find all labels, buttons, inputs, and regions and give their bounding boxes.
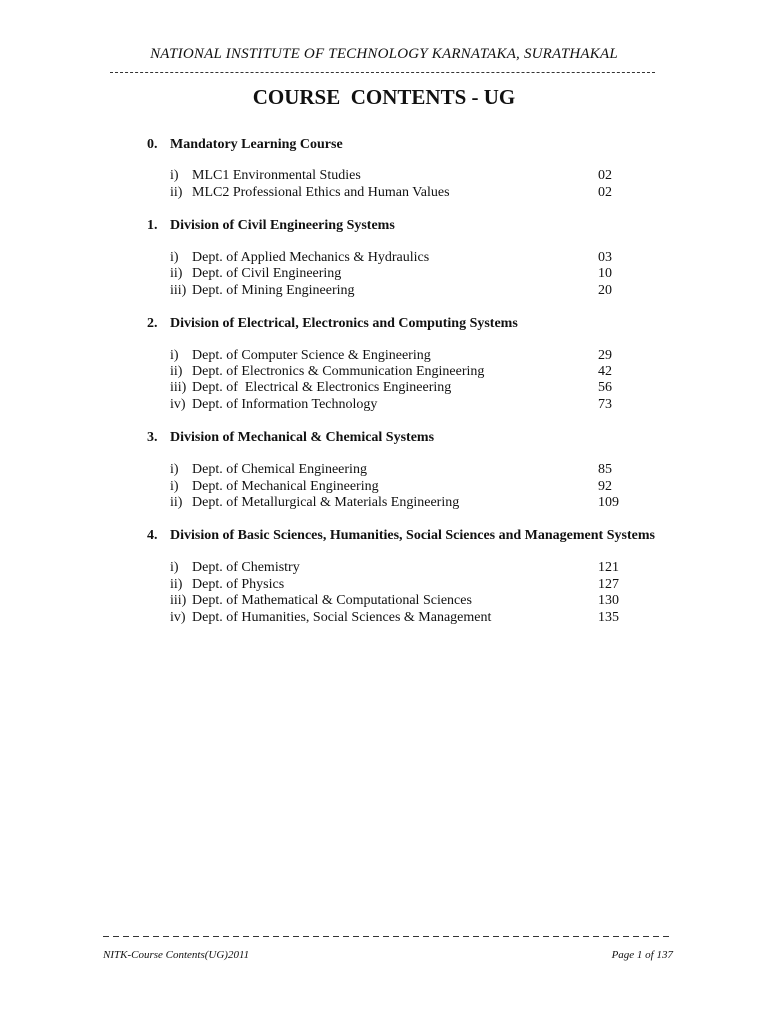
item-name: Dept. of Electrical & Electronics Engineering — [192, 380, 452, 395]
item-numeral: i) — [170, 250, 179, 265]
item-name: Dept. of Computer Science & Engineering — [192, 348, 431, 363]
section-heading-basic-sciences — [147, 528, 655, 544]
item-page-number: 92 — [598, 479, 612, 494]
footer-divider — [103, 936, 673, 937]
list-item — [170, 577, 630, 593]
item-numeral: ii) — [170, 577, 183, 592]
item-page-number: 42 — [598, 364, 612, 379]
footer-page-number: Page 1 of 137 — [611, 949, 673, 961]
item-page-number: 10 — [598, 266, 612, 281]
item-page-number: 109 — [598, 495, 619, 510]
item-page-number: 135 — [598, 610, 619, 625]
section-number: 3. — [147, 430, 158, 445]
item-page-number: 73 — [598, 397, 612, 412]
item-name: Dept. of Chemistry — [192, 560, 300, 575]
section-number: 2. — [147, 316, 158, 331]
item-numeral: iii) — [170, 283, 187, 298]
section-number: 1. — [147, 218, 158, 233]
list-item — [170, 610, 630, 626]
list-item — [170, 364, 630, 380]
item-name: MLC2 Professional Ethics and Human Values — [192, 185, 450, 200]
section-heading-electrical — [147, 316, 518, 332]
item-numeral: i) — [170, 560, 179, 575]
section-heading-civil — [147, 218, 395, 234]
footer-document-name: NITK-Course Contents(UG)2011 — [103, 949, 250, 961]
list-item — [170, 348, 630, 364]
item-name: MLC1 Environmental Studies — [192, 168, 361, 183]
item-numeral: i) — [170, 168, 179, 183]
item-name: Dept. of Electronics & Communication Engineering — [192, 364, 485, 379]
item-name: Dept. of Physics — [192, 577, 285, 592]
list-item — [170, 397, 630, 413]
list-item — [170, 380, 630, 396]
item-name: Dept. of Mining Engineering — [192, 283, 355, 298]
item-numeral: ii) — [170, 185, 183, 200]
item-page-number: 29 — [598, 348, 612, 363]
section-number: 0. — [147, 137, 158, 152]
item-numeral: iv) — [170, 397, 186, 412]
list-item — [170, 266, 630, 282]
section-number: 4. — [147, 528, 158, 543]
list-item — [170, 560, 630, 576]
item-numeral: i) — [170, 479, 179, 494]
item-page-number: 127 — [598, 577, 619, 592]
list-item — [170, 479, 630, 495]
section-title: Division of Electrical, Electronics and Computing Systems — [170, 316, 518, 331]
item-numeral: iii) — [170, 380, 187, 395]
list-item — [170, 250, 630, 266]
section-title: Division of Mechanical & Chemical Systems — [170, 430, 435, 445]
item-numeral: iii) — [170, 593, 187, 608]
item-name: Dept. of Civil Engineering — [192, 266, 342, 281]
item-page-number: 56 — [598, 380, 612, 395]
item-name: Dept. of Applied Mechanics & Hydraulics — [192, 250, 430, 265]
item-name: Dept. of Metallurgical & Materials Engineering — [192, 495, 460, 510]
item-page-number: 85 — [598, 462, 612, 477]
item-page-number: 20 — [598, 283, 612, 298]
header-divider — [110, 72, 655, 73]
page-title: COURSE CONTENTS - UG — [252, 85, 516, 109]
item-name: Dept. of Mathematical & Computational Sciences — [192, 593, 472, 608]
item-page-number: 02 — [598, 168, 612, 183]
item-numeral: ii) — [170, 364, 183, 379]
item-name: Dept. of Humanities, Social Sciences & Management — [192, 610, 492, 625]
list-item — [170, 168, 630, 184]
section-title: Mandatory Learning Course — [170, 137, 343, 152]
list-item — [170, 462, 630, 478]
list-item — [170, 283, 630, 299]
list-item — [170, 185, 630, 201]
item-name: Dept. of Chemical Engineering — [192, 462, 367, 477]
institute-header: NATIONAL INSTITUTE OF TECHNOLOGY KARNATAKA, SURATHAKAL — [150, 46, 618, 62]
item-numeral: ii) — [170, 266, 183, 281]
item-page-number: 03 — [598, 250, 612, 265]
list-item — [170, 593, 630, 609]
item-numeral: i) — [170, 462, 179, 477]
list-item — [170, 495, 630, 511]
item-name: Dept. of Information Technology — [192, 397, 378, 412]
item-page-number: 02 — [598, 185, 612, 200]
section-heading-mandatory-learning — [147, 137, 343, 153]
item-numeral: iv) — [170, 610, 186, 625]
item-page-number: 130 — [598, 593, 619, 608]
section-heading-mechanical — [147, 430, 434, 446]
item-name: Dept. of Mechanical Engineering — [192, 479, 379, 494]
item-page-number: 121 — [598, 560, 619, 575]
section-title: Division of Civil Engineering Systems — [170, 218, 395, 233]
item-numeral: i) — [170, 348, 179, 363]
item-numeral: ii) — [170, 495, 183, 510]
section-title: Division of Basic Sciences, Humanities, Social Sciences and Management Systems — [170, 528, 655, 543]
